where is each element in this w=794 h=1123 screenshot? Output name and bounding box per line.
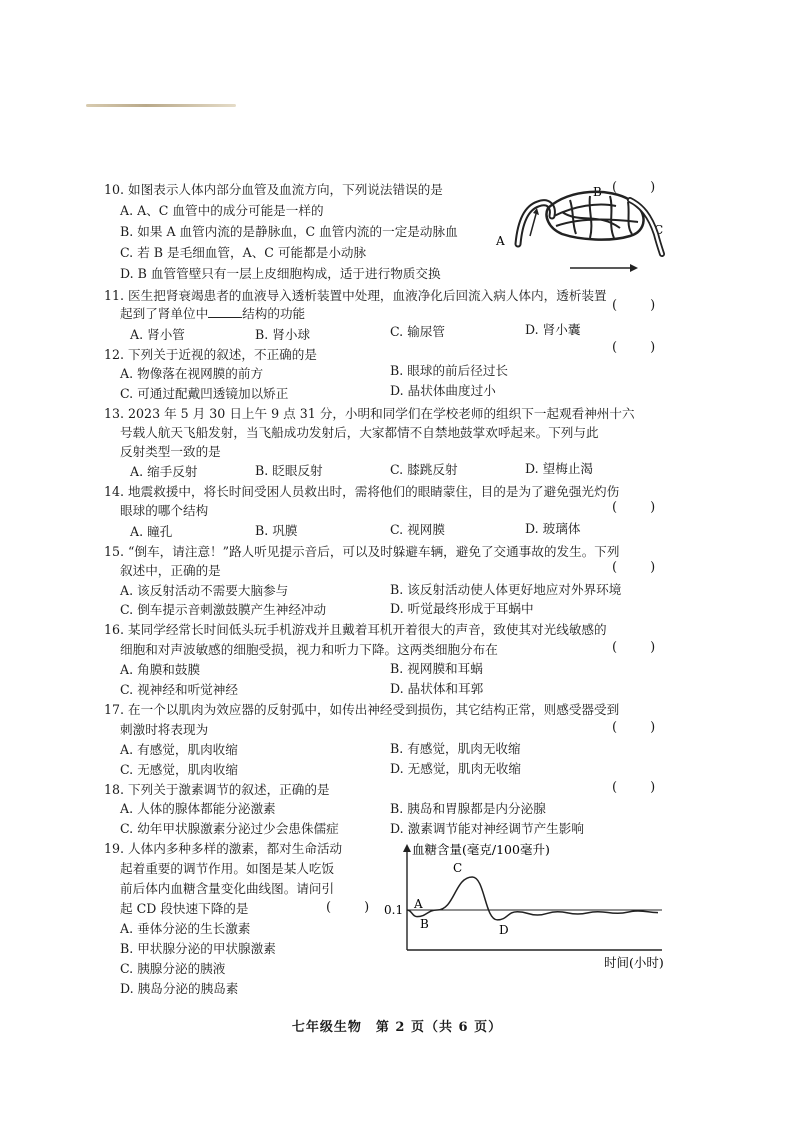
q17-option-d: D. 无感觉，肌肉无收缩	[390, 761, 521, 776]
q11-answer-bracket: ( )	[612, 298, 656, 313]
q16-option-c: C. 视神经和听觉神经	[120, 682, 238, 697]
chart-x-axis-label: 时间(小时)	[604, 955, 664, 970]
q19-option-d: D. 胰岛分泌的胰岛素	[120, 981, 239, 996]
q19-stem-line3: 前后体内血糖含量变化曲线图。请问引	[120, 881, 335, 896]
blood-vessel-diagram	[490, 182, 670, 282]
q15-stem-line1: 15. “倒车，请注意！”路人听见提示音后，可以及时躲避车辆，避免了交通事故的发生。下列	[104, 544, 620, 559]
q17-option-a: A. 有感觉，肌肉收缩	[120, 742, 238, 757]
q14-option-a: A. 瞳孔	[130, 524, 173, 539]
q14-stem-line2: 眼球的哪个结构	[120, 503, 209, 518]
q13-stem-line2: 号载人航天飞船发射，当飞船成功发射后，大家都情不自禁地鼓掌欢呼起来。下列与此	[120, 425, 599, 440]
q15-option-b: B. 该反射活动使人体更好地应对外界环境	[390, 582, 622, 597]
q17-option-c: C. 无感觉，肌肉收缩	[120, 762, 238, 777]
q18-answer-bracket: ( )	[612, 780, 656, 795]
q12-option-b: B. 眼球的前后径过长	[390, 363, 509, 378]
q16-stem-line2: 细胞和对声波敏感的细胞受损，视力和听力下降。这两类细胞分布在	[120, 642, 498, 657]
q18-option-c: C. 幼年甲状腺激素分泌过少会患侏儒症	[120, 821, 339, 836]
q14-answer-bracket: ( )	[612, 500, 656, 515]
q15-answer-bracket: ( )	[612, 560, 656, 575]
q19-stem-line2: 起着重要的调节作用。如图是某人吃饭	[120, 861, 335, 876]
q17-option-b: B. 有感觉，肌肉无收缩	[390, 741, 521, 756]
chart-y-axis-arrow	[403, 844, 411, 852]
q18-option-b: B. 胰岛和胃腺都是内分泌腺	[390, 801, 546, 816]
blood-glucose-chart	[380, 838, 680, 978]
chart-point-d: D	[499, 923, 509, 937]
q19-option-b: B. 甲状腺分泌的甲状腺激素	[120, 941, 276, 956]
q11-option-d: D. 肾小囊	[525, 322, 581, 337]
q10-option-b: B. 如果 A 血管内流的是静脉血，C 血管内流的一定是动脉血	[120, 224, 458, 239]
chart-point-a: A	[414, 897, 423, 911]
chart-point-c: C	[453, 861, 463, 875]
q14-option-c: C. 视网膜	[390, 522, 445, 537]
q12-stem: 12. 下列关于近视的叙述，不正确的是	[104, 347, 317, 362]
q18-option-a: A. 人体的腺体都能分泌激素	[120, 801, 276, 816]
q10-option-d: D. B 血管管壁只有一层上皮细胞构成，适于进行物质交换	[120, 266, 441, 281]
q18-option-d: D. 激素调节能对神经调节产生影响	[390, 821, 584, 836]
q17-answer-bracket: ( )	[612, 720, 656, 735]
q14-stem-line1: 14. 地震救援中，将长时间受困人员救出时，需将他们的眼睛蒙住，目的是为了避免强光灼伤	[104, 484, 620, 499]
q11-option-a: A. 肾小管	[130, 327, 185, 342]
fill-blank	[208, 306, 242, 318]
q19-stem-line1: 19. 人体内多种多样的激素，都对生命活动	[104, 841, 343, 856]
q14-option-b: B. 巩膜	[255, 523, 298, 538]
q16-option-a: A. 角膜和鼓膜	[120, 662, 201, 677]
chart-y-tick: 0.1	[384, 903, 404, 917]
q19-option-c: C. 胰腺分泌的胰液	[120, 961, 226, 976]
page-footer: 七年级生物 第 2 页（共 6 页）	[291, 1020, 503, 1035]
vessel-label-b: B	[593, 185, 602, 199]
q16-answer-bracket: ( )	[612, 640, 656, 655]
q15-option-a: A. 该反射活动不需要大脑参与	[120, 583, 289, 598]
q16-option-d: D. 晶状体和耳郭	[390, 681, 484, 696]
q19-answer-bracket: ( )	[326, 900, 370, 915]
q13-stem-line1: 13. 2023 年 5 月 30 日上午 9 点 31 分，小明和同学们在学校老师的组织下一起观看神州十六	[104, 406, 635, 421]
q11-stem-line1: 11. 医生把肾衰竭患者的血液导入透析装置中处理，血液净化后回流入病人体内，透析装置	[104, 288, 607, 303]
q10-stem: 10. 如图表示人体内部分血管及血流方向，下列说法错误的是	[104, 182, 443, 197]
q10-answer-bracket: ( )	[612, 180, 656, 195]
q10-option-a: A. A、C 血管中的成分可能是一样的	[120, 203, 324, 218]
vessel-label-c: C	[654, 223, 664, 237]
q12-option-c: C. 可通过配戴凹透镜加以矫正	[120, 386, 289, 401]
q19-stem-line4: 起 CD 段快速下降的是	[120, 901, 249, 916]
q13-option-d: D. 望梅止渴	[525, 461, 594, 476]
vessel-label-a: A	[496, 234, 505, 248]
chart-point-b: B	[420, 917, 429, 931]
q15-option-d: D. 听觉最终形成于耳蜗中	[390, 601, 534, 616]
chart-y-axis-label: 血糖含量(毫克/100毫升)	[412, 842, 550, 857]
q14-option-d: D. 玻璃体	[525, 521, 581, 536]
q10-option-c: C. 若 B 是毛细血管，A、C 可能都是小动脉	[120, 245, 367, 260]
q16-option-b: B. 视网膜和耳蜗	[390, 661, 483, 676]
q12-option-a: A. 物像落在视网膜的前方	[120, 366, 264, 381]
q11-option-b: B. 肾小球	[255, 327, 311, 342]
glucose-curve	[407, 877, 658, 920]
q17-stem-line2: 刺激时将表现为	[120, 722, 209, 737]
scan-mark	[86, 104, 236, 107]
q17-stem-line1: 17. 在一个以肌肉为效应器的反射弧中，如传出神经受到损伤，其它结构正常，则感受器受到	[104, 702, 620, 717]
q13-stem-line3: 反射类型一致的是	[120, 444, 221, 459]
q18-stem: 18. 下列关于激素调节的叙述，正确的是	[104, 782, 330, 797]
q16-stem-line1: 16. 某同学经常长时间低头玩手机游戏并且戴着耳机开着很大的声音，致使其对光线敏感的	[104, 622, 607, 637]
flow-arrow-left	[530, 214, 536, 236]
q12-option-d: D. 晶状体曲度过小	[390, 383, 496, 398]
q13-option-a: A. 缩手反射	[130, 464, 198, 479]
q12-answer-bracket: ( )	[612, 340, 656, 355]
q19-option-a: A. 垂体分泌的生长激素	[120, 921, 251, 936]
q11-option-c: C. 输尿管	[390, 324, 445, 339]
q11-stem-line2: 起到了肾单位中 结构的功能	[120, 306, 306, 321]
q15-option-c: C. 倒车提示音刺激鼓膜产生神经冲动	[120, 602, 327, 617]
q15-stem-line2: 叙述中，正确的是	[120, 563, 221, 578]
q13-option-c: C. 膝跳反射	[390, 462, 458, 477]
q13-option-b: B. 眨眼反射	[255, 463, 323, 478]
